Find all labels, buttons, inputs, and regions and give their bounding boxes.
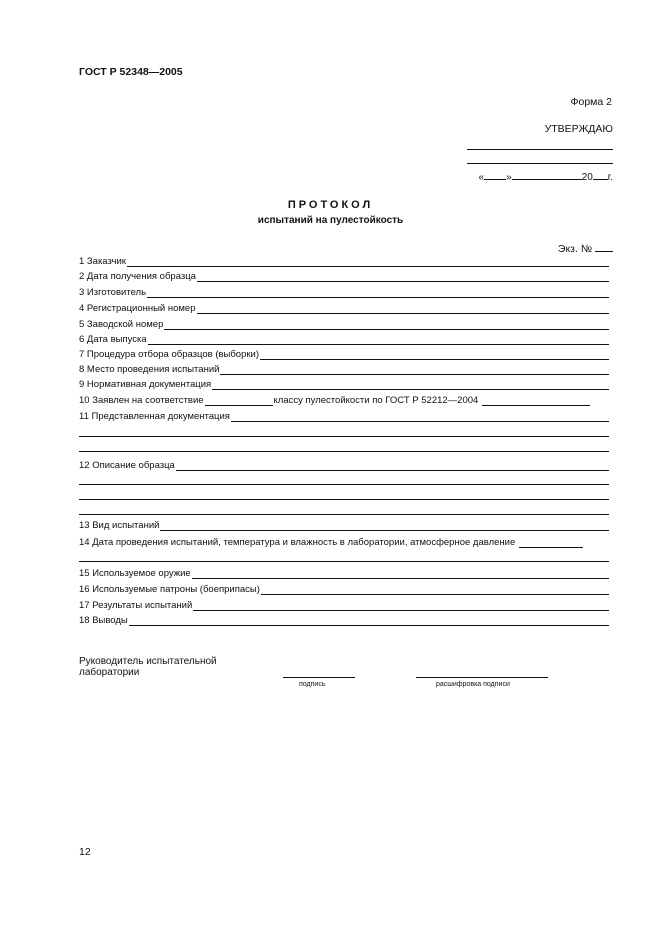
registration-number-field[interactable] xyxy=(197,304,610,314)
date-month-field[interactable] xyxy=(512,170,582,180)
field-row xyxy=(79,518,609,531)
field-label: 17 Результаты испытаний xyxy=(79,600,193,611)
test-results-field[interactable] xyxy=(193,601,609,611)
signature-line[interactable] xyxy=(283,677,355,678)
field-label: 5 Заводской номер xyxy=(79,319,164,330)
sampling-procedure-field[interactable] xyxy=(260,350,609,360)
field-row xyxy=(79,285,609,298)
sample-received-date-field[interactable] xyxy=(197,272,609,282)
approval-title: УТВЕРЖДАЮ xyxy=(544,123,613,135)
field-label: 2 Дата получения образца xyxy=(79,271,196,282)
field-row xyxy=(79,362,609,375)
field-label: 15 Используемое оружие xyxy=(79,568,191,579)
field-label: 8 Место проведения испытаний xyxy=(79,364,220,375)
approval-signature-line-1[interactable] xyxy=(467,149,613,150)
ammunition-field[interactable] xyxy=(261,585,609,595)
field-row xyxy=(79,393,609,406)
field-label: 4 Регистрационный номер xyxy=(79,303,196,314)
test-conditions-continuation-line[interactable] xyxy=(79,561,609,562)
signature-decode-line[interactable] xyxy=(416,677,548,678)
copy-number-field[interactable] xyxy=(595,242,613,252)
field-label: 10 Заявлен на соответствие xyxy=(79,395,204,406)
form-label: Форма 2 xyxy=(570,96,612,108)
sample-description-continuation-line[interactable] xyxy=(79,499,609,500)
field-row xyxy=(79,582,609,595)
sample-description-continuation-line[interactable] xyxy=(79,484,609,485)
field-label: 3 Изготовитель xyxy=(79,287,147,298)
date-day-field[interactable] xyxy=(484,170,506,180)
field-middle-text: классу пулестойкости по ГОСТ Р 52212—2004 xyxy=(273,395,479,406)
approval-date xyxy=(479,170,613,183)
declared-conformity-field[interactable] xyxy=(205,396,273,406)
signature-decode-caption: расшифровка подписи xyxy=(436,681,510,688)
field-row xyxy=(79,598,609,611)
test-type-field[interactable] xyxy=(160,521,609,531)
customer-field[interactable] xyxy=(127,257,609,267)
serial-number-field[interactable] xyxy=(164,320,609,330)
field-label: 12 Описание образца xyxy=(79,460,175,471)
field-label: 11 Представленная документация xyxy=(79,411,230,422)
field-label: 9 Нормативная документация xyxy=(79,379,212,390)
date-open-quote: « xyxy=(478,172,485,183)
field-label: 13 Вид испытаний xyxy=(79,520,160,531)
field-label: 6 Дата выпуска xyxy=(79,334,147,345)
field-row xyxy=(79,301,609,314)
field-label: 7 Процедура отбора образцов (выборки) xyxy=(79,349,259,360)
field-row xyxy=(79,377,609,390)
date-close-quote: » xyxy=(506,172,512,183)
signature-caption: подпись xyxy=(299,681,326,688)
protocol-subtitle: испытаний на пулестойкость xyxy=(257,215,404,226)
submitted-docs-continuation-line[interactable] xyxy=(79,451,609,452)
field-row xyxy=(79,535,609,548)
conclusions-field[interactable] xyxy=(129,616,609,626)
field-row xyxy=(79,347,609,360)
weapon-field[interactable] xyxy=(192,569,609,579)
protection-class-field[interactable] xyxy=(482,396,590,406)
field-label: 14 Дата проведения испытаний, температура и влажность в лаборатории, атмосферное давление xyxy=(79,537,516,548)
submitted-docs-continuation-line[interactable] xyxy=(79,436,609,437)
lab-head-label: Руководитель испытательной лаборатории xyxy=(79,656,217,678)
field-row xyxy=(79,269,609,282)
field-label: 1 Заказчик xyxy=(79,256,126,267)
page-number: 12 xyxy=(79,846,91,858)
submitted-docs-field[interactable] xyxy=(231,412,609,422)
manufacturer-field[interactable] xyxy=(147,288,609,298)
test-conditions-field[interactable] xyxy=(519,538,583,548)
field-row xyxy=(79,317,609,330)
sample-description-continuation-line[interactable] xyxy=(79,514,609,515)
sample-description-field[interactable] xyxy=(176,461,609,471)
date-year-prefix: 20 xyxy=(581,172,593,183)
field-row xyxy=(79,254,609,267)
field-label: 18 Выводы xyxy=(79,615,128,626)
release-date-field[interactable] xyxy=(148,335,609,345)
copy-number-label: Экз. № xyxy=(557,243,593,255)
field-row xyxy=(79,332,609,345)
field-row xyxy=(79,566,609,579)
protocol-title: ПРОТОКОЛ xyxy=(287,199,374,211)
field-row xyxy=(79,458,609,471)
date-year-suffix: г. xyxy=(607,172,613,183)
date-year-field[interactable] xyxy=(593,170,608,180)
approval-signature-line-2[interactable] xyxy=(467,163,613,164)
field-label: 16 Используемые патроны (боеприпасы) xyxy=(79,584,260,595)
field-row xyxy=(79,613,609,626)
test-location-field[interactable] xyxy=(220,365,609,375)
standard-code: ГОСТ Р 52348—2005 xyxy=(79,66,183,78)
field-row xyxy=(79,409,609,422)
normative-docs-field[interactable] xyxy=(212,380,609,390)
